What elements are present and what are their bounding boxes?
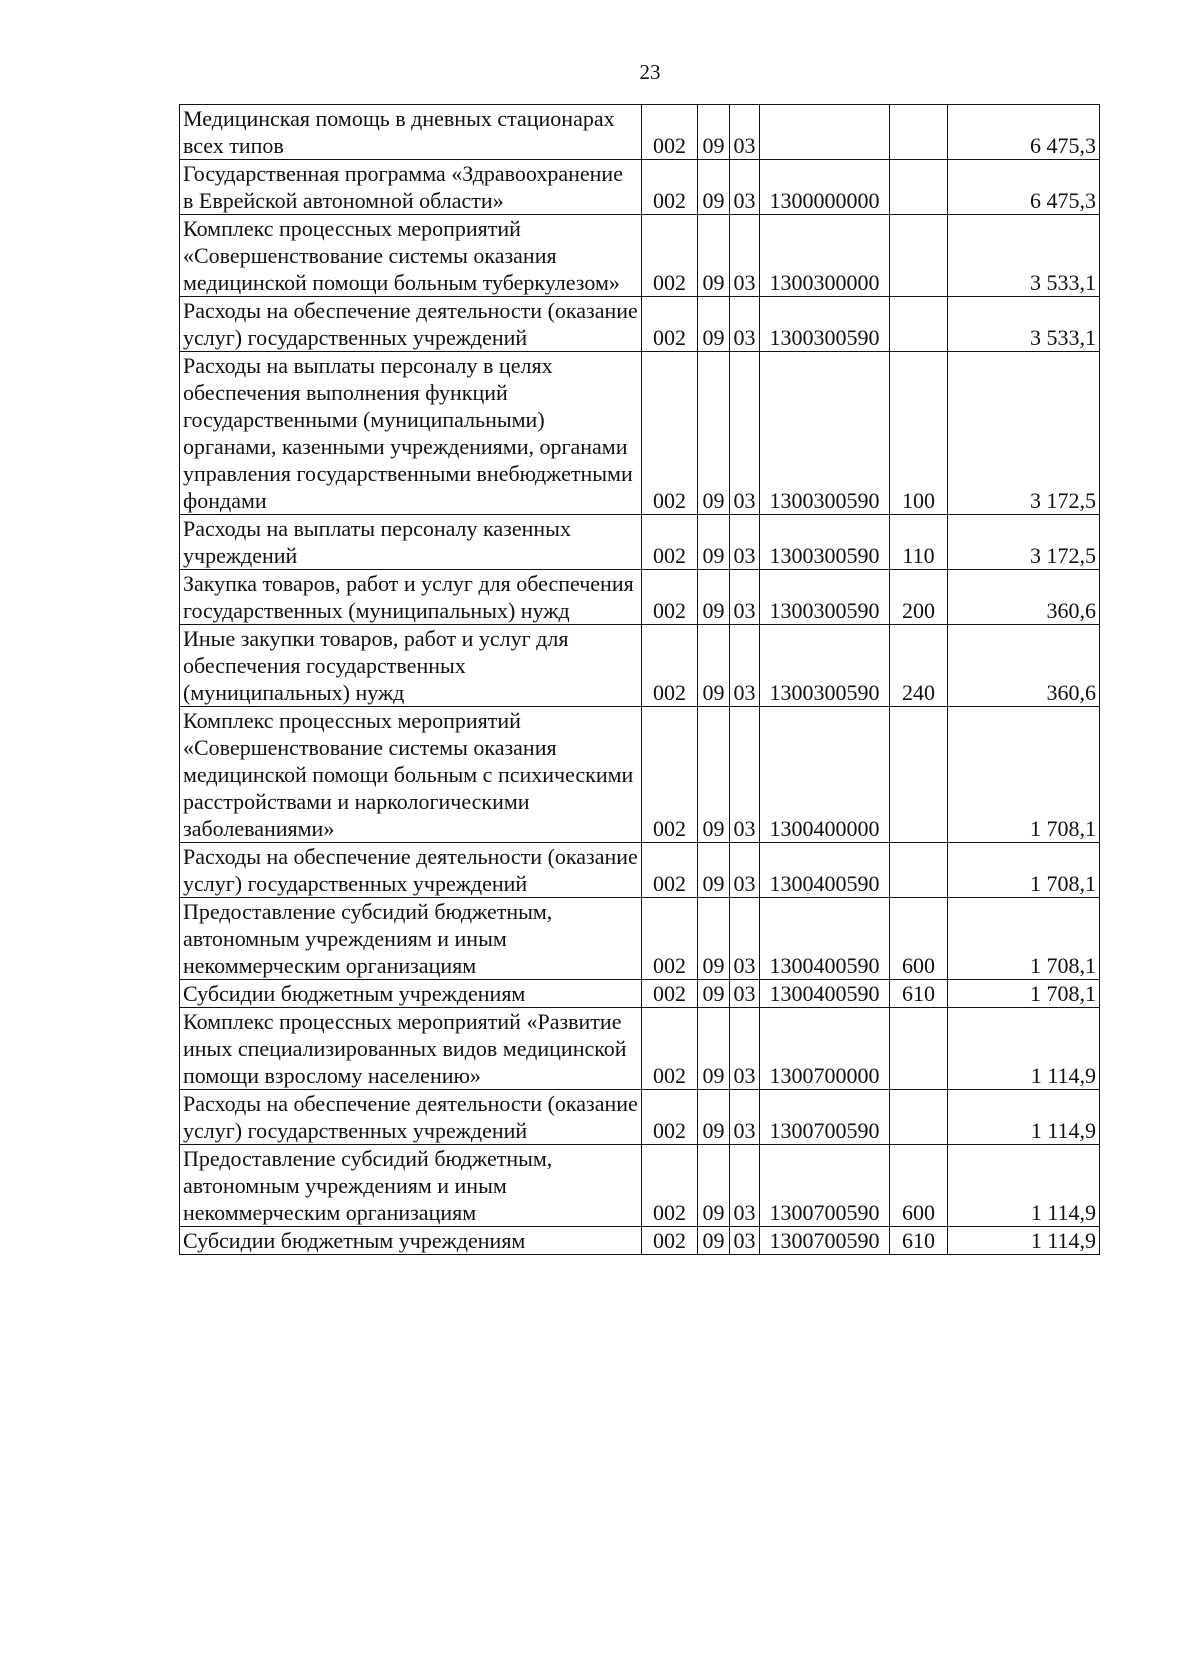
row-grbs-code: 002: [642, 980, 698, 1008]
table-row: [180, 1008, 1100, 1090]
row-target-article-code: 1300400590: [760, 898, 890, 980]
row-name: Комплекс процессных мероприятий «Совершенствование системы оказания медицинской помощи больным с психическими расстройствами и наркологическими заболеваниями»: [180, 707, 642, 843]
row-name: Предоставление субсидий бюджетным, автономным учреждениям и иным некоммерческим организациям: [180, 1145, 642, 1227]
row-section-code: 09: [698, 980, 730, 1008]
row-amount: 1 708,1: [948, 980, 1100, 1008]
table-row: [180, 160, 1100, 215]
row-name: Закупка товаров, работ и услуг для обеспечения государственных (муниципальных) нужд: [180, 570, 642, 625]
row-expense-type-code: [890, 843, 948, 898]
row-subsection-code: 03: [730, 215, 760, 297]
row-target-article-code: [760, 105, 890, 160]
row-subsection-code: 03: [730, 843, 760, 898]
row-expense-type-code: [890, 1008, 948, 1090]
row-amount: 1 114,9: [948, 1008, 1100, 1090]
row-amount: 360,6: [948, 570, 1100, 625]
row-expense-type-code: [890, 160, 948, 215]
row-section-code: 09: [698, 707, 730, 843]
table-row: [180, 980, 1100, 1008]
row-amount: 360,6: [948, 625, 1100, 707]
row-amount: 3 172,5: [948, 352, 1100, 515]
row-section-code: 09: [698, 898, 730, 980]
table-row: [180, 1090, 1100, 1145]
row-grbs-code: 002: [642, 160, 698, 215]
row-amount: 6 475,3: [948, 160, 1100, 215]
row-expense-type-code: [890, 105, 948, 160]
row-section-code: 09: [698, 1090, 730, 1145]
row-target-article-code: 1300300590: [760, 297, 890, 352]
row-expense-type-code: 110: [890, 515, 948, 570]
row-subsection-code: 03: [730, 1008, 760, 1090]
row-name: Иные закупки товаров, работ и услуг для обеспечения государственных (муниципальных) нужд: [180, 625, 642, 707]
row-section-code: 09: [698, 515, 730, 570]
row-subsection-code: 03: [730, 1145, 760, 1227]
table-row: [180, 515, 1100, 570]
row-name: Предоставление субсидий бюджетным, автономным учреждениям и иным некоммерческим организациям: [180, 898, 642, 980]
row-amount: 1 708,1: [948, 707, 1100, 843]
row-section-code: 09: [698, 1008, 730, 1090]
row-grbs-code: 002: [642, 625, 698, 707]
table-row: [180, 215, 1100, 297]
row-target-article-code: 1300300590: [760, 352, 890, 515]
row-expense-type-code: 100: [890, 352, 948, 515]
row-target-article-code: 1300000000: [760, 160, 890, 215]
row-expense-type-code: [890, 1090, 948, 1145]
row-section-code: 09: [698, 105, 730, 160]
row-subsection-code: 03: [730, 707, 760, 843]
row-target-article-code: 1300300590: [760, 625, 890, 707]
row-grbs-code: 002: [642, 105, 698, 160]
row-name: Расходы на обеспечение деятельности (оказание услуг) государственных учреждений: [180, 843, 642, 898]
row-expense-type-code: [890, 297, 948, 352]
row-amount: 1 708,1: [948, 843, 1100, 898]
table-row: [180, 625, 1100, 707]
row-name: Субсидии бюджетным учреждениям: [180, 1227, 642, 1255]
row-section-code: 09: [698, 215, 730, 297]
table-row: [180, 570, 1100, 625]
row-grbs-code: 002: [642, 1090, 698, 1145]
row-section-code: 09: [698, 160, 730, 215]
row-name: Государственная программа «Здравоохранение в Еврейской автономной области»: [180, 160, 642, 215]
row-name: Расходы на обеспечение деятельности (оказание услуг) государственных учреждений: [180, 297, 642, 352]
row-grbs-code: 002: [642, 1227, 698, 1255]
row-name: Субсидии бюджетным учреждениям: [180, 980, 642, 1008]
row-expense-type-code: 610: [890, 980, 948, 1008]
row-expense-type-code: [890, 707, 948, 843]
row-section-code: 09: [698, 352, 730, 515]
row-expense-type-code: 240: [890, 625, 948, 707]
row-target-article-code: 1300400590: [760, 980, 890, 1008]
row-name: Расходы на обеспечение деятельности (оказание услуг) государственных учреждений: [180, 1090, 642, 1145]
table-row: [180, 707, 1100, 843]
table-row: [180, 898, 1100, 980]
row-name: Комплекс процессных мероприятий «Совершенствование системы оказания медицинской помощи больным туберкулезом»: [180, 215, 642, 297]
row-section-code: 09: [698, 297, 730, 352]
row-amount: 1 114,9: [948, 1145, 1100, 1227]
row-name: Расходы на выплаты персоналу казенных учреждений: [180, 515, 642, 570]
row-section-code: 09: [698, 625, 730, 707]
row-subsection-code: 03: [730, 515, 760, 570]
row-grbs-code: 002: [642, 707, 698, 843]
row-subsection-code: 03: [730, 297, 760, 352]
row-target-article-code: 1300700000: [760, 1008, 890, 1090]
row-grbs-code: 002: [642, 570, 698, 625]
row-amount: 6 475,3: [948, 105, 1100, 160]
row-expense-type-code: 600: [890, 898, 948, 980]
row-section-code: 09: [698, 1227, 730, 1255]
row-amount: 3 533,1: [948, 215, 1100, 297]
row-subsection-code: 03: [730, 1090, 760, 1145]
row-target-article-code: 1300700590: [760, 1227, 890, 1255]
row-target-article-code: 1300300590: [760, 570, 890, 625]
row-expense-type-code: 600: [890, 1145, 948, 1227]
row-grbs-code: 002: [642, 898, 698, 980]
row-grbs-code: 002: [642, 352, 698, 515]
table-row: [180, 843, 1100, 898]
row-target-article-code: 1300700590: [760, 1090, 890, 1145]
row-amount: 1 114,9: [948, 1227, 1100, 1255]
row-expense-type-code: [890, 215, 948, 297]
row-expense-type-code: 200: [890, 570, 948, 625]
row-target-article-code: 1300400590: [760, 843, 890, 898]
row-subsection-code: 03: [730, 898, 760, 980]
row-name: Комплекс процессных мероприятий «Развитие иных специализированных видов медицинской помощи взрослому населению»: [180, 1008, 642, 1090]
row-amount: 3 172,5: [948, 515, 1100, 570]
row-grbs-code: 002: [642, 843, 698, 898]
row-subsection-code: 03: [730, 105, 760, 160]
row-target-article-code: 1300400000: [760, 707, 890, 843]
row-subsection-code: 03: [730, 570, 760, 625]
table-row: [180, 297, 1100, 352]
row-grbs-code: 002: [642, 1145, 698, 1227]
row-target-article-code: 1300700590: [760, 1145, 890, 1227]
row-name: Медицинская помощь в дневных стационарах всех типов: [180, 105, 642, 160]
budget-table: [179, 104, 1100, 1255]
row-expense-type-code: 610: [890, 1227, 948, 1255]
table-row: [180, 1145, 1100, 1227]
row-subsection-code: 03: [730, 625, 760, 707]
row-section-code: 09: [698, 1145, 730, 1227]
row-subsection-code: 03: [730, 352, 760, 515]
row-grbs-code: 002: [642, 1008, 698, 1090]
page-number: 23: [639, 60, 661, 84]
table-row: [180, 1227, 1100, 1255]
row-section-code: 09: [698, 570, 730, 625]
row-grbs-code: 002: [642, 515, 698, 570]
row-subsection-code: 03: [730, 980, 760, 1008]
row-name: Расходы на выплаты персоналу в целях обеспечения выполнения функций государственными (муниципальными) органами, казенными учреждениями, органами управления государственными внебюджетными фондами: [180, 352, 642, 515]
table-row: [180, 352, 1100, 515]
row-amount: 3 533,1: [948, 297, 1100, 352]
row-subsection-code: 03: [730, 1227, 760, 1255]
table-row: [180, 105, 1100, 160]
row-section-code: 09: [698, 843, 730, 898]
budget-table-body: [180, 105, 1100, 1255]
row-target-article-code: 1300300000: [760, 215, 890, 297]
row-amount: 1 114,9: [948, 1090, 1100, 1145]
row-amount: 1 708,1: [948, 898, 1100, 980]
row-grbs-code: 002: [642, 297, 698, 352]
row-subsection-code: 03: [730, 160, 760, 215]
row-target-article-code: 1300300590: [760, 515, 890, 570]
row-grbs-code: 002: [642, 215, 698, 297]
